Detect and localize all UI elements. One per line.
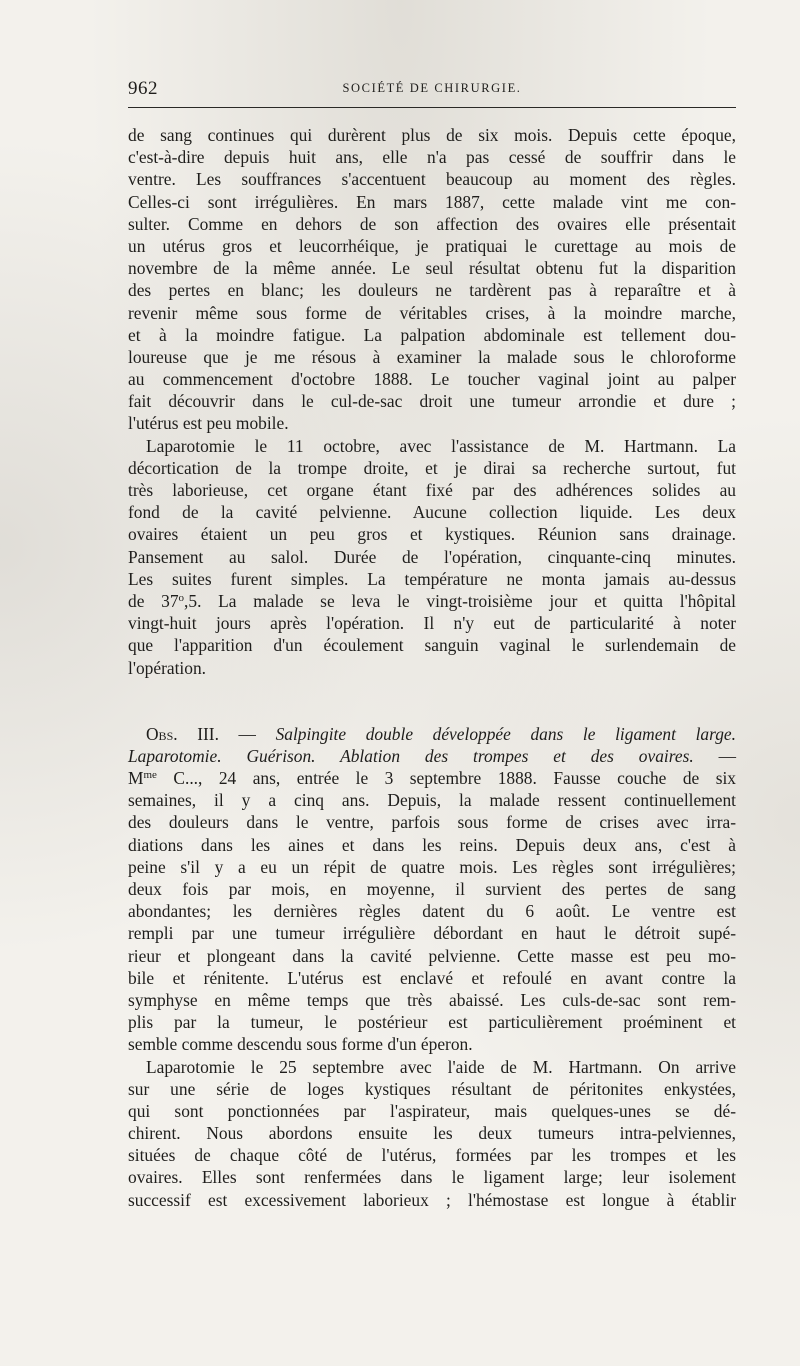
temp-after: ,5. La malade se leva le vingt-troisième jour et quitta l'hôpital [184, 590, 737, 611]
text-line: loureuse que je me résous à examiner la malade sous le chloroforme [128, 346, 736, 367]
text-line: au commencement d'octobre 1888. Le toucher vaginal joint au palper [128, 369, 736, 390]
paragraph-laparotomy-1 [128, 435, 736, 679]
running-title: SOCIÉTÉ DE CHIRURGIE. [342, 81, 522, 95]
text-line: peine s'il y a eu un répit de quatre mois. Les règles sont irrégulières; [128, 856, 736, 877]
body-text [128, 124, 736, 1211]
text-line: situées de chaque côté de l'utérus, formées par les trompes et les [128, 1145, 736, 1166]
text-line: chirent. Nous abordons ensuite les deux tumeurs intra-pelviennes, [128, 1123, 736, 1144]
text-line: successif est excessivement laborieux ; l'hémostase est longue à établir [128, 1189, 736, 1210]
patient-prefix: M [128, 768, 144, 789]
section-gap [128, 701, 736, 723]
text-line: c'est-à-dire depuis huit ans, elle n'a pas cessé de souffrir dans le [128, 147, 736, 168]
text-line: très laborieuse, cet organe étant fixé par des adhérences solides au [128, 480, 736, 500]
obs-title-line-2 [128, 745, 736, 767]
temp-before: de 37 [128, 590, 179, 611]
text-line: Celles-ci sont irrégulières. En mars 1887, cette malade vint me con- [128, 191, 736, 212]
text-line: Les suites furent simples. La température ne monta jamais au-dessus [128, 568, 736, 589]
text-line: ovaires étaient un peu gros et kystiques. Réunion sans drainage. [128, 524, 736, 545]
text-line: bile et rénitente. L'utérus est enclavé et refoulé en avant contre la [128, 967, 736, 988]
text-line: symphyse en même temps que très abaissé. Les culs-de-sac sont rem- [128, 989, 736, 1010]
patient-superscript: me [143, 769, 157, 782]
text-line: décortication de la trompe droite, et je dirai sa recherche surtout, fut [128, 457, 736, 478]
obs-label: Obs. III. — [146, 723, 256, 744]
text-line: Laparotomie le 25 septembre avec l'aide de M. Hartmann. On arrive [146, 1056, 736, 1077]
text-line: semble comme descendu sous forme d'un éperon. [128, 1034, 473, 1055]
text-line: que l'apparition d'un écoulement sanguin vaginal le surlendemain de [128, 635, 736, 656]
obs-title-line [128, 723, 736, 745]
text-line: plis par la tumeur, le postérieur est particulièrement proéminent et [128, 1012, 736, 1033]
text-line: des douleurs dans le ventre, parfois sous forme de crises avec irra- [128, 812, 736, 833]
page-number: 962 [128, 78, 158, 99]
observation-3 [128, 723, 736, 1056]
text-line: novembre de la même année. Le seul résultat obtenu fut la disparition [128, 258, 736, 279]
page-header [128, 78, 736, 100]
paragraph-laparotomy-2 [128, 1056, 736, 1211]
header-rule [128, 107, 736, 108]
text-line: l'opération. [128, 657, 206, 678]
text-line: et à la moindre fatigue. La palpation abdominale est tellement dou- [128, 324, 736, 345]
patient-details: C..., 24 ans, entrée le 3 septembre 1888. Fausse couche de six [173, 768, 736, 789]
text-line: fait découvrir dans le cul-de-sac droit une tumeur arrondie et dure ; [128, 391, 736, 412]
text-line: rempli par une tumeur irrégulière débordant en haut le détroit supé- [128, 923, 736, 944]
text-line: vingt-huit jours après l'opération. Il n'y eut de particularité à noter [128, 613, 736, 634]
obs-title-part1: Salpingite double développée dans le ligament large. [275, 723, 736, 744]
text-line: ventre. Les souffrances s'accentuent beaucoup au moment des règles. [128, 169, 736, 190]
text-line: sur une série de loges kystiques résultant de péritonites enkystées, [128, 1078, 736, 1099]
section-gap [128, 679, 736, 701]
text-line: qui sont ponctionnées par l'aspirateur, mais quelques-unes se dé- [128, 1100, 736, 1121]
text-line: Pansement au salol. Durée de l'opération, cinquante-cinq minutes. [128, 546, 736, 567]
text-line: revenir même sous forme de véritables crises, à la moindre marche, [128, 302, 736, 323]
text-line: ovaires. Elles sont renfermées dans le ligament large; leur isolement [128, 1167, 736, 1188]
text-line: Laparotomie le 11 octobre, avec l'assistance de M. Hartmann. La [146, 435, 736, 456]
text-line: sulter. Comme en dehors de son affection des ovaires elle présentait [128, 213, 736, 234]
obs-title-dash: — [718, 745, 736, 766]
text-line: un utérus gros et leucorrhéique, je pratiquai le curettage au mois de [128, 235, 736, 256]
text-line: fond de la cavité pelvienne. Aucune collection liquide. Les deux [128, 502, 736, 523]
text-line: des pertes en blanc; les douleurs ne tardèrent pas à reparaître et à [128, 280, 736, 301]
text-line: semaines, il y a cinq ans. Depuis, la malade ressent continuellement [128, 790, 736, 811]
degree-superscript: o [178, 591, 185, 604]
obs-title-part2: Laparotomie. Guérison. Ablation des trompes et des ovaires. [128, 745, 694, 766]
text-line: deux fois par mois, en moyenne, il survient des pertes de sang [128, 879, 736, 899]
text-line-temperature [128, 590, 736, 612]
text-line: rieur et plongeant dans la cavité pelvienne. Cette masse est peu mo- [128, 945, 736, 966]
paragraph-continuation [128, 124, 736, 435]
patient-line [128, 767, 736, 789]
text-line: de sang continues qui durèrent plus de six mois. Depuis cette époque, [128, 125, 736, 145]
text-line: l'utérus est peu mobile. [128, 413, 289, 434]
text-line: abondantes; les dernières règles datent du 6 août. Le ventre est [128, 901, 736, 922]
text-line: diations dans les aines et dans les reins. Depuis deux ans, c'est à [128, 834, 736, 855]
